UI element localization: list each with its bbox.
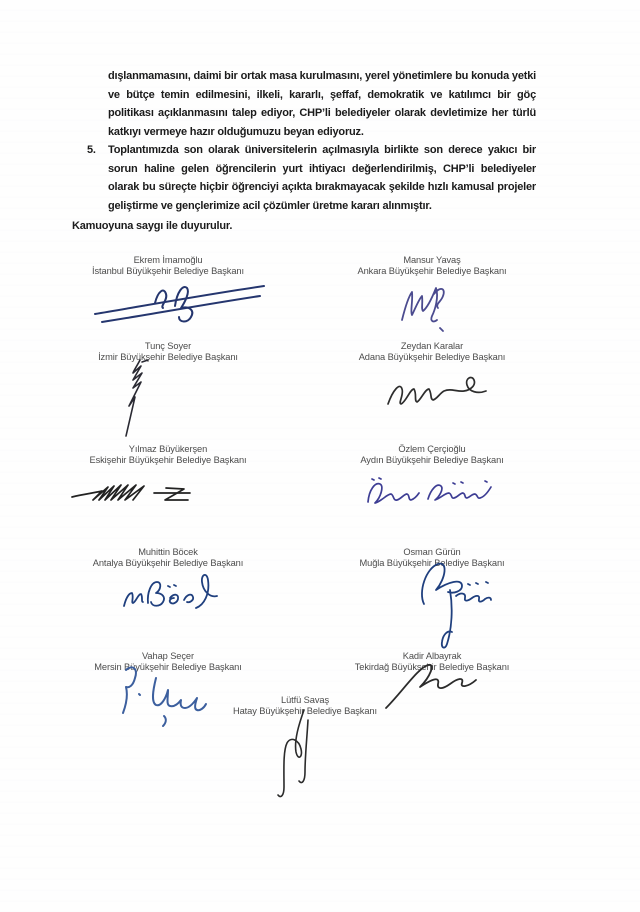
signatory-title: İzmir Büyükşehir Belediye Başkanı — [98, 352, 238, 363]
signatory-title: Antalya Büyükşehir Belediye Başkanı — [92, 558, 244, 569]
signatory-block-ozlem-cercioglu — [302, 444, 562, 467]
signatory-name: Zeydan Karalar — [400, 341, 464, 351]
signatory-name: Yılmaz Büyükerşen — [128, 444, 208, 454]
signature-vahap-secer-ink — [112, 664, 210, 730]
signatory-block-yilmaz-buyukersen — [38, 444, 298, 467]
signatory-title: Eskişehir Büyükşehir Belediye Başkanı — [89, 455, 247, 466]
signatory-name: Özlem Çerçioğlu — [398, 444, 466, 454]
list-item-5 — [87, 141, 536, 215]
list-item-5-text: Toplantımızda son olarak üniversitelerin açılmasıyla birlikte son derece yakıcı bir sorun haline gelen öğrencilerin yurt ihtiyacı değerlendirilmiş, CHP’li belediyeler olarak bu süreçte hiçbir öğrenciyi açıkta bırakmayacak şekilde hızlı kamusal projeler geliştirme ve gençlerimize acil çözümler üretme kararı alınmıştır. — [108, 144, 536, 212]
signature-tunc-soyer-ink — [112, 358, 154, 438]
signatory-block-mansur-yavas — [302, 255, 562, 278]
signature-yilmaz-buyukersen-ink — [70, 480, 198, 506]
signatory-title: Aydın Büyükşehir Belediye Başkanı — [360, 455, 504, 466]
list-item-5-marker: 5. — [87, 144, 96, 156]
signatory-name: Vahap Seçer — [142, 651, 194, 661]
signature-lutfu-savas-ink — [272, 708, 320, 803]
signatory-name: Lütfü Savaş — [281, 695, 329, 705]
signatory-title: Tekirdağ Büyükşehir Belediye Başkanı — [354, 662, 510, 673]
closing-line: Kamuoyuna saygı ile duyurulur. — [72, 220, 233, 232]
signatory-name: Kadir Albayrak — [402, 651, 462, 661]
paragraph-continuation: dışlanmamasını, daimi bir ortak masa kurulmasını, yerel yönetimlere bu konuda yetki ve bütçe temin edilmesini, ilkeli, kararlı, şeffaf, demokratik ve katılımcı bir göç politikası açıklanmasını talep ediyor, CHP’li belediyeler olarak devletimize her türlü katkıyı vermeye hazır olduğumuzu beyan ediyoruz. — [108, 70, 536, 138]
signatory-name: Tunç Soyer — [144, 341, 192, 351]
signature-mansur-yavas-ink — [396, 280, 454, 334]
signature-muhittin-bocek-ink — [116, 570, 218, 620]
signatory-block-tunc-soyer — [38, 341, 298, 364]
signatory-name: Muhittin Böcek — [138, 547, 198, 557]
signatory-title: Hatay Büyükşehir Belediye Başkanı — [233, 706, 377, 717]
signatory-block-ekrem-imamoglu — [38, 255, 298, 278]
signatory-name: Mansur Yavaş — [403, 255, 461, 265]
body-text — [87, 67, 536, 215]
signatory-block-zeydan-karalar — [302, 341, 562, 364]
signatory-title: İstanbul Büyükşehir Belediye Başkanı — [92, 266, 244, 277]
signatory-title: Mersin Büyükşehir Belediye Başkanı — [94, 662, 242, 673]
signature-kadir-albayrak-ink — [382, 658, 487, 714]
signatory-block-muhittin-bocek — [38, 547, 298, 570]
signature-ozlem-cercioglu-ink — [358, 471, 508, 511]
signatory-title: Muğla Büyükşehir Belediye Başkanı — [359, 558, 505, 569]
signature-zeydan-karalar-ink — [383, 374, 498, 412]
signature-osman-gurun-ink — [412, 560, 500, 650]
signatory-name: Osman Gürün — [403, 547, 461, 557]
signatory-title: Adana Büyükşehir Belediye Başkanı — [358, 352, 506, 363]
signatory-name: Ekrem İmamoğlu — [133, 255, 203, 265]
signatory-title: Ankara Büyükşehir Belediye Başkanı — [357, 266, 507, 277]
signature-ekrem-imamoglu-ink — [92, 281, 267, 325]
